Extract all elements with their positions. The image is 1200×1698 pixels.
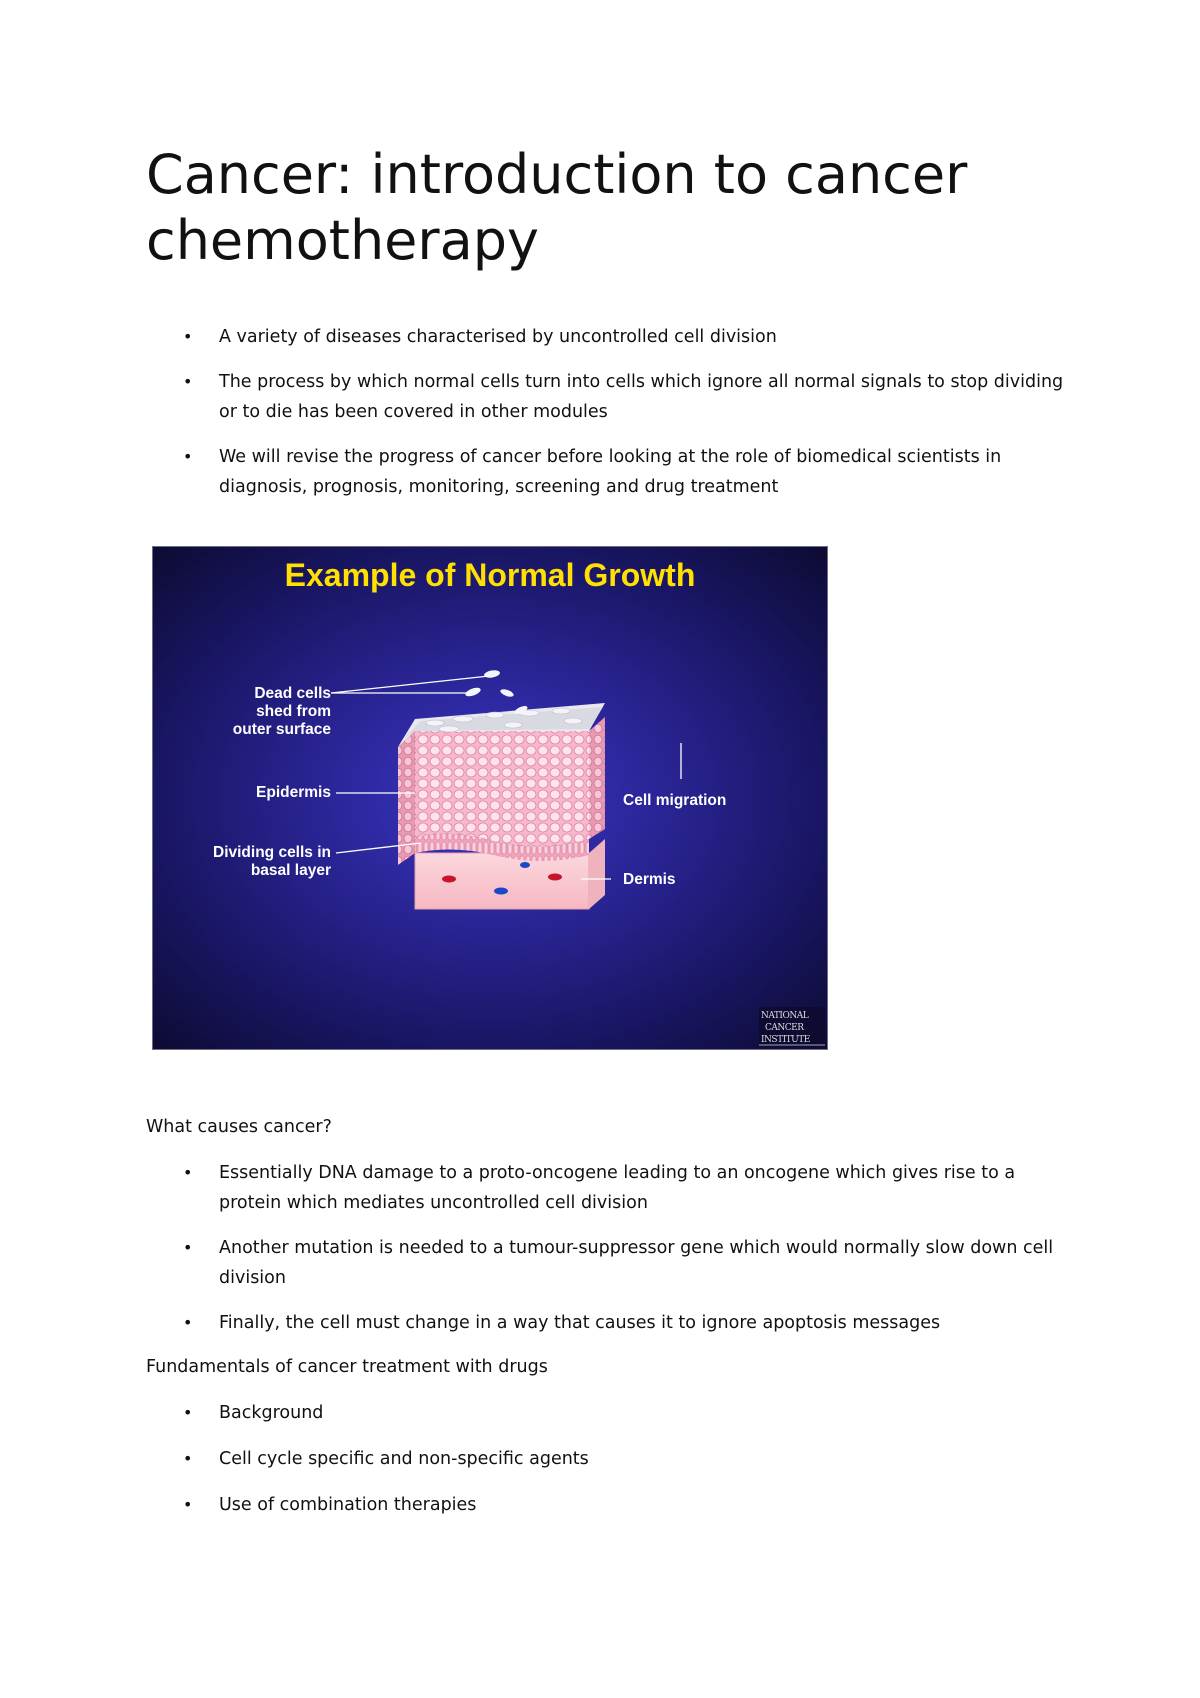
causes-bullet-list bbox=[146, 1158, 1076, 1353]
dead-cells-label: Dead cells shed from outer surface bbox=[232, 685, 331, 738]
dermis-label: Dermis bbox=[623, 871, 676, 888]
list-item: • We will revise the progress of cancer before looking at the role of biomedical scientists in diagnosis, prognosis, monitoring, screening and drug treatment bbox=[146, 442, 1076, 502]
intro-bullet-list bbox=[146, 322, 1076, 517]
bullet-icon: • bbox=[183, 1495, 193, 1514]
bullet-icon: • bbox=[183, 327, 193, 346]
page-title: Cancer: introduction to cancer chemotherapy bbox=[146, 143, 968, 272]
list-item: • Essentially DNA damage to a proto-oncogene leading to an oncogene which gives rise to a protein which mediates uncontrolled cell division bbox=[146, 1158, 1076, 1218]
bullet-icon: • bbox=[183, 1403, 193, 1422]
bullet-icon: • bbox=[183, 1238, 193, 1257]
list-item: • Another mutation is needed to a tumour-suppressor gene which would normally slow down cell division bbox=[146, 1233, 1076, 1293]
fundamentals-heading: Fundamentals of cancer treatment with drugs bbox=[146, 1357, 548, 1377]
bullet-icon: • bbox=[183, 1449, 193, 1468]
bullet-icon: • bbox=[183, 447, 193, 466]
figure-title: Example of Normal Growth bbox=[284, 557, 696, 593]
bullet-icon: • bbox=[183, 1313, 193, 1332]
bullet-icon: • bbox=[183, 1163, 193, 1182]
list-item: • Background bbox=[146, 1398, 1076, 1428]
epidermis-label: Epidermis bbox=[256, 784, 331, 801]
svg-text:NATIONAL: NATIONAL bbox=[761, 1011, 809, 1021]
fundamentals-bullet-list bbox=[146, 1398, 1076, 1536]
dividing-cells-label: Dividing cells in basal layer bbox=[213, 844, 331, 879]
list-item: • The process by which normal cells turn into cells which ignore all normal signals to stop dividing or to die has been covered in other modules bbox=[146, 367, 1076, 427]
cell-migration-label: Cell migration bbox=[623, 792, 727, 809]
svg-text:CANCER: CANCER bbox=[765, 1023, 804, 1033]
normal-growth-figure bbox=[152, 546, 828, 1050]
list-item: • Finally, the cell must change in a way that causes it to ignore apoptosis messages bbox=[146, 1308, 1076, 1338]
nci-logo bbox=[759, 1007, 825, 1047]
bullet-icon: • bbox=[183, 372, 193, 391]
list-item: • A variety of diseases characterised by uncontrolled cell division bbox=[146, 322, 1076, 352]
list-item: • Cell cycle specific and non-specific agents bbox=[146, 1444, 1076, 1474]
list-item: • Use of combination therapies bbox=[146, 1490, 1076, 1520]
svg-text:INSTITUTE: INSTITUTE bbox=[761, 1035, 810, 1045]
causes-heading: What causes cancer? bbox=[146, 1117, 332, 1137]
